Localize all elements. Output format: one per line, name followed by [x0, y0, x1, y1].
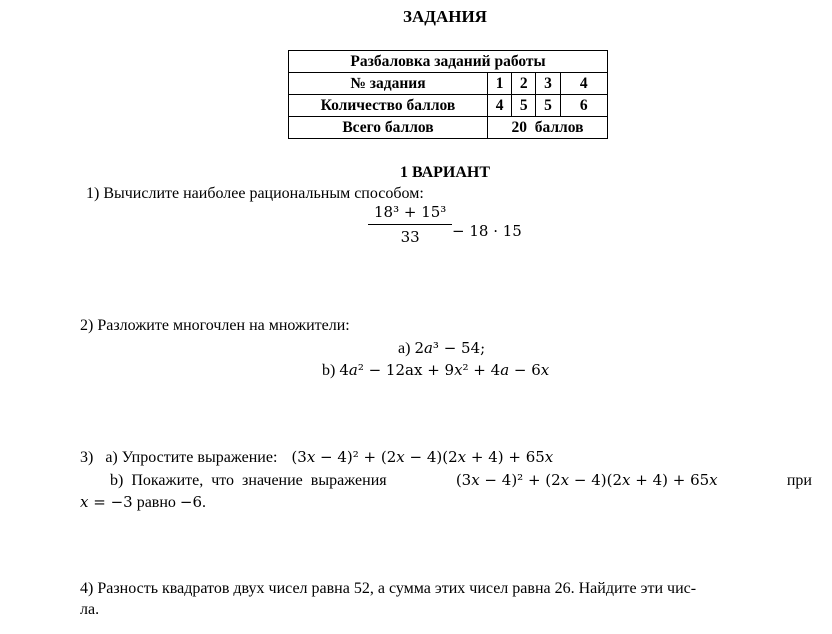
task2-item-a-expr: 2𝑎³ − 54;	[414, 339, 486, 357]
task2-item-a-label: a)	[398, 340, 415, 357]
task3-expr-b: (3𝑥 − 4)² + (2𝑥 − 4)(2𝑥 + 4) + 65𝑥	[455, 471, 718, 489]
task1-tail: − 18 · 15	[452, 222, 522, 240]
task1-fraction	[368, 203, 452, 246]
task3-label-a: 3) a) Упростите выражение:	[80, 449, 278, 466]
points-cell: 6	[560, 95, 607, 117]
task3-word-pri: при	[786, 472, 812, 489]
task2-item-b-expr: 4𝑎² − 12ax + 9𝑥² + 4𝑎 − 6𝑥	[339, 361, 550, 379]
score-table	[288, 50, 608, 139]
task2-item-a	[398, 339, 485, 358]
task3-part-b	[110, 471, 812, 490]
task3-line2-text: равно	[132, 494, 180, 511]
task3-label-b: b) Покажите, что значение выражения	[110, 472, 387, 489]
table-row	[289, 117, 608, 139]
task2-item-b	[322, 361, 549, 380]
task1-denominator: 33	[400, 228, 420, 246]
task3-part-a	[80, 448, 553, 467]
table-row	[289, 51, 608, 73]
task-number-cell: 2	[512, 73, 536, 95]
task3-part-b-line2	[80, 493, 206, 512]
points-cell: 4	[487, 95, 511, 117]
task-number-cell: 3	[536, 73, 560, 95]
table-row	[289, 73, 608, 95]
task3-condition: 𝑥 = −3	[80, 493, 133, 511]
task-number-cell: 4	[560, 73, 607, 95]
points-cell: 5	[512, 95, 536, 117]
table-row	[289, 95, 608, 117]
task3-line2-value: −6	[179, 493, 203, 511]
page-title: ЗАДАНИЯ	[403, 7, 487, 26]
task1-text: 1) Вычислите наиболее рациональным способом:	[86, 185, 424, 202]
points-label-cell: Количество баллов	[289, 95, 488, 117]
task2-text: 2) Разложите многочлен на множители:	[80, 317, 350, 334]
task4-line2: ла.	[80, 601, 100, 618]
task1-numerator: 18³ + 15³	[368, 203, 452, 225]
task3-line2-end: .	[202, 494, 207, 511]
task-label-cell: № задания	[289, 73, 488, 95]
total-label-cell: Всего баллов	[289, 117, 488, 139]
variant-title: 1 ВАРИАНТ	[399, 164, 491, 181]
task-number-cell: 1	[487, 73, 511, 95]
task4-line1: 4) Разность квадратов двух чисел равна 52, а сумма этих чисел равна 26. Найдите эти чис-	[80, 580, 697, 597]
points-cell: 5	[536, 95, 560, 117]
table-caption: Разбаловка заданий работы	[289, 51, 608, 73]
task2-item-b-label: b)	[322, 362, 340, 379]
task3-expr-a: (3𝑥 − 4)² + (2𝑥 − 4)(2𝑥 + 4) + 65𝑥	[291, 448, 554, 466]
total-value-cell: 20 баллов	[487, 117, 607, 139]
